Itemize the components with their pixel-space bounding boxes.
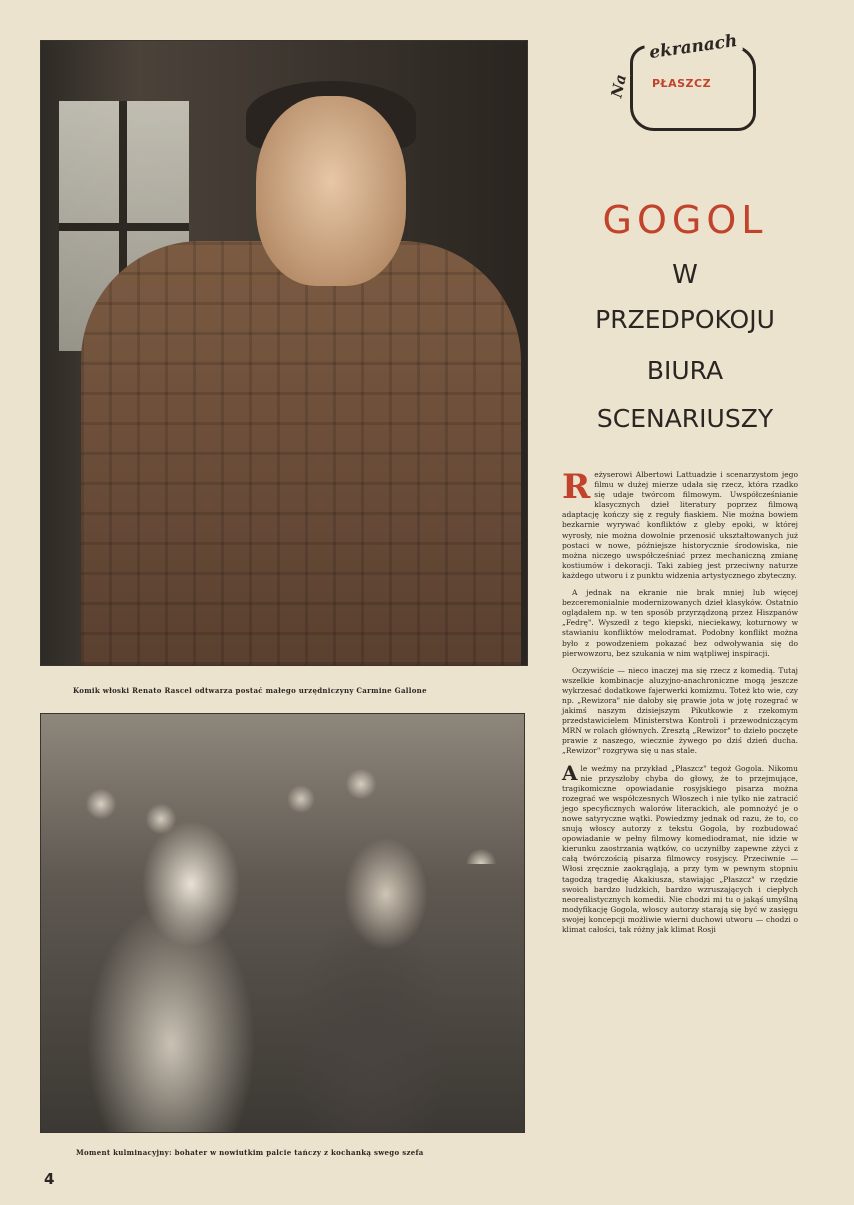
plaid-coat bbox=[81, 241, 521, 665]
article-paragraph: Oczywiście — nieco inaczej ma się rzecz z komedią. Tutaj wszelkie kombinacje aluzyjno-anachroniczne mogą jeszcze wykrzesać dodatkowe fajerwerki komizmu. Toteż kto wie, czy np. „Rewizora" nie dałoby się prawie jota w jotę rozegrać w jakimś naszym dzisiejszym Pikutkowie z rzekomym przedstawicielem Ministerstwa Kontroli i przewodniczącym MRN w rolach głównych. Zresztą „Rewizor" to dzieło poczęte prawie z naszego, wiecznie żywego po dziś dzień ducha. „Rewizor" rozgrywa się u nas stale. bbox=[562, 665, 798, 756]
article-paragraph bbox=[562, 467, 798, 581]
crowd-background bbox=[41, 744, 524, 864]
article-paragraph bbox=[562, 760, 798, 936]
photo-comic-actor bbox=[40, 40, 528, 666]
film-title: PŁASZCZ bbox=[652, 77, 712, 90]
drop-cap: R bbox=[562, 467, 591, 507]
page-number: 4 bbox=[44, 1170, 55, 1188]
headline-gogol: GOGOL bbox=[602, 198, 768, 242]
photo-dance-scene bbox=[40, 713, 525, 1133]
headline-biura: BIURA bbox=[646, 356, 724, 385]
section-label-ekranach: ekranach bbox=[644, 30, 742, 63]
paragraph-text: eżyserowi Albertowi Lattuadzie i scenarzystom jego filmu w dużej mierze udała się rzecz, która rzadko się udaje twórcom filmowym. Uwspółcześnianie klasycznych dzieł literatury poprzez filmową adaptację kończy się z reguły fiaskiem. Nie można bowiem bezkarnie wyrywać konfliktów z gleby epoki, w której wyrosły, nie można dowolnie przenosić ukształtowanych już postaci w nowe, późniejsze historycznie środowiska, nie można niczego uwspółcześniać przez mechaniczną zmianę kostiumów i dekoracji. Taki zabieg jest przeciwny naturze każdego utworu i z punktu widzenia artystycznego zbyteczny. bbox=[562, 470, 798, 580]
paragraph-text: le weźmy na przykład „Płaszcz" tegoż Gogola. Nikomu nie przyszłoby chyba do głowy, że to przejmujące, tragikomiczne opowiadanie rosyjskiego pisarza można rozegrać we współczesnych Włoszech i nie tylko nie zatracić jego specyficznych walorów literackich, ale pomnożyć je o nowe satyryczne wątki. Powiedzmy jednak od razu, że to, co snują włoscy autorzy z tekstu Gogola, by rozbudować opowiadanie w pełny filmowy komediodramat, nie idzie w kierunku zaostrzania wątków, co uczyniłby zapewne zżyci z całą twórczością pisarza filmowcy rosyjscy. Przeciwnie — Włosi zręcznie zaokrąglają, a przy tym w pewnym stopniu tagodzą tragedię Akakiusza, stawiając „Płaszcz" w rzędzie swoich bardzo ludzkich, bardzo wzruszających i ciepłych neorealistycznych komedii. Nie chodzi mi tu o jakąś umyślną modyfikację Gogola, włoscy autorzy starają się być w zasięgu swojej koncepcji możliwie wierni duchowi utworu — chodzi o klimat całości, tak różny jak klimat Rosji bbox=[562, 763, 798, 935]
headline-scenariuszy: SCENARIUSZY bbox=[596, 404, 774, 433]
headline-przedpokoju: PRZEDPOKOJU bbox=[595, 305, 775, 334]
photo1-caption: Komik włoski Renato Rascel odtwarza postać małego urzędniczyny Carmine Gallone bbox=[73, 686, 427, 695]
headline-w: W bbox=[672, 260, 698, 290]
article-body bbox=[562, 467, 798, 942]
actor-face bbox=[256, 96, 406, 286]
section-label-na: Na bbox=[607, 72, 630, 100]
drop-cap: A bbox=[562, 760, 578, 785]
section-logo bbox=[600, 30, 760, 135]
photo2-caption: Moment kulminacyjny: bohater w nowiutkim palcie tańczy z kochanką swego szefa bbox=[76, 1148, 424, 1157]
article-paragraph: A jednak na ekranie nie brak mniej lub więcej bezceremonialnie modernizowanych dzieł klasyków. Ostatnio oglądałem np. w ten sposób przyrządzoną przez Hiszpanów „Fedrę". Wyszedł z tego kiepski, nieciekawy, koturnowy w stawianiu konfliktów melodramat. Podobny konflikt można było z powodzeniem pokazać bez odwoływania się do pierwowzoru, bez szukania w nim wątpliwej inspiracji. bbox=[562, 588, 798, 658]
